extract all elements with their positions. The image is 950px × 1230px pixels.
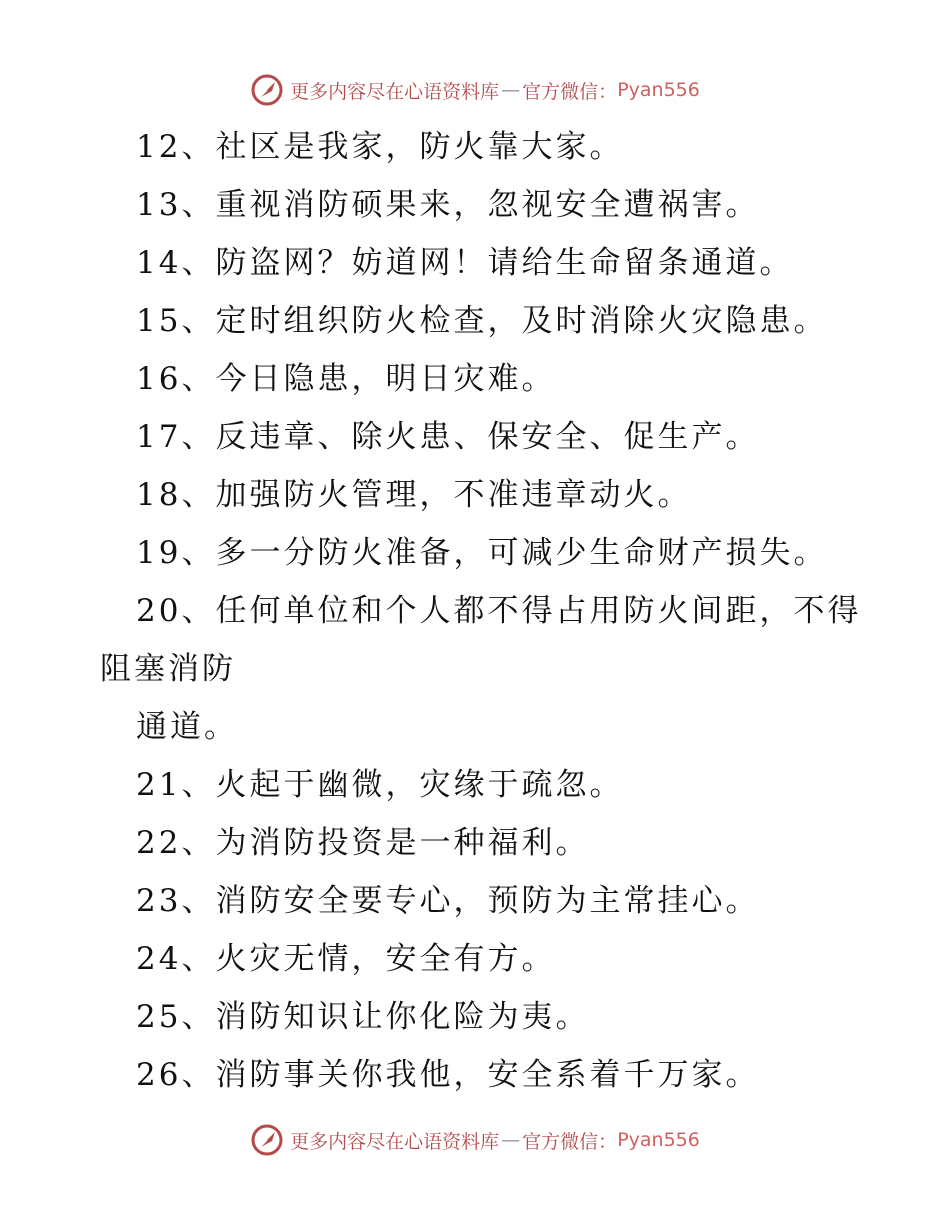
watermark-account-label: 官方微信： [522,80,618,103]
watermark-account-id: Pyan556 [617,1129,700,1151]
slogan-line: 12、社区是我家，防火靠大家。 [136,129,624,165]
slogan-line: 15、定时组织防火检查，及时消除火灾隐患。 [136,303,828,339]
slogan-line: 23、消防安全要专心，预防为主常挂心。 [136,883,760,919]
watermark-separator: — [501,79,521,101]
header-watermark [0,70,950,110]
feather-logo-icon [250,73,284,107]
slogan-line: 17、反违章、除火患、保安全、促生产。 [136,419,760,455]
slogan-line: 22、为消防投资是一种福利。 [136,825,590,861]
slogan-line: 21、火起于幽微，灾缘于疏忽。 [136,767,624,803]
footer-watermark [0,1120,950,1160]
slogan-line: 24、火灾无情，安全有方。 [136,941,556,977]
feather-logo-icon [250,1123,284,1157]
watermark-text: 更多内容尽在心语资料库 [290,1130,500,1153]
watermark-text: 更多内容尽在心语资料库 [290,80,500,103]
slogan-line: 19、多一分防火准备，可减少生命财产损失。 [136,535,828,571]
slogan-line: 13、重视消防硕果来，忽视安全遭祸害。 [136,187,760,223]
watermark-account-id: Pyan556 [617,79,700,101]
slogan-line: 26、消防事关你我他，安全系着千万家。 [136,1057,760,1093]
slogan-line-wrap: 阻塞消防 [100,651,236,687]
watermark-account-label: 官方微信： [522,1130,618,1153]
document-body [100,118,860,1104]
slogan-line: 16、今日隐患，明日灾难。 [136,361,556,397]
slogan-line-wrap: 通道。 [136,709,238,745]
slogan-line: 25、消防知识让你化险为夷。 [136,999,590,1035]
slogan-line: 20、任何单位和个人都不得占用防火间距，不得 [136,593,862,629]
slogan-line: 18、加强防火管理，不准违章动火。 [136,477,692,513]
watermark-separator: — [501,1129,521,1151]
slogan-line: 14、防盗网？妨道网！请给生命留条通道。 [136,245,794,281]
